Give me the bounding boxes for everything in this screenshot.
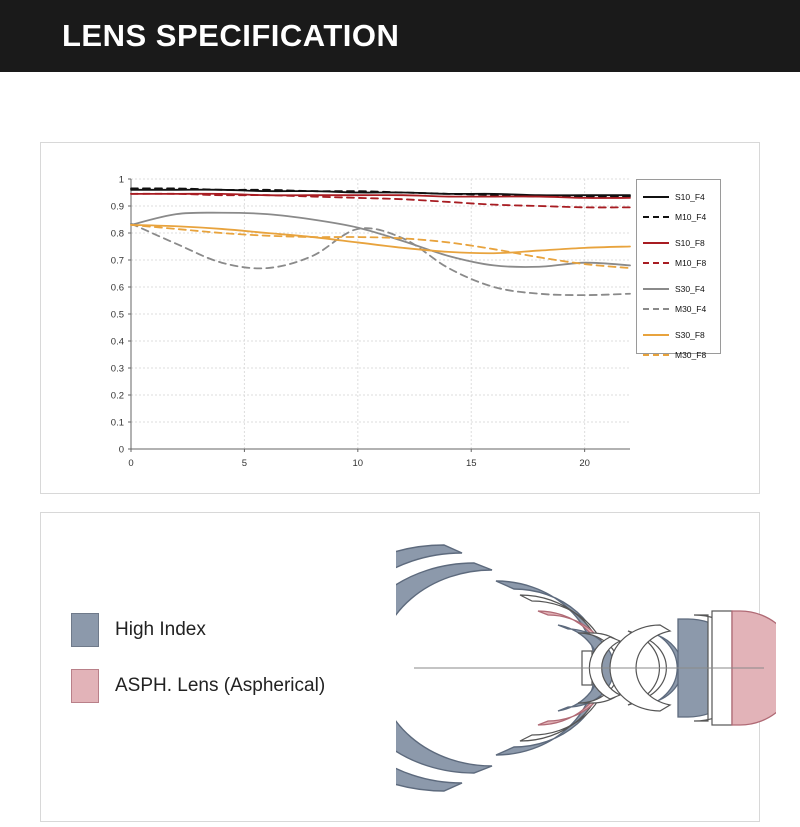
svg-text:15: 15 [465,458,477,469]
asph-swatch [71,669,99,703]
lens-diagram-panel [40,512,760,822]
legend-swatch [643,308,669,310]
svg-text:0.7: 0.7 [110,255,124,267]
svg-text:20: 20 [579,458,590,469]
series-s30_f4 [131,213,630,267]
legend-label: S10_F4 [675,192,705,202]
legend-swatch [643,242,669,244]
series-s30_f8 [131,225,630,253]
legend-swatch [643,196,669,198]
legend-item-asph [71,669,325,703]
svg-text:0.1: 0.1 [110,417,124,429]
svg-text:0.5: 0.5 [110,309,124,321]
legend-swatch [643,288,669,290]
svg-text:0.9: 0.9 [110,201,124,213]
svg-text:1: 1 [118,174,124,186]
legend-label: M30_F4 [675,304,707,314]
series-m30_f8 [131,225,630,268]
svg-text:0.3: 0.3 [110,363,124,375]
legend-swatch [643,216,669,218]
high-index-swatch [71,613,99,647]
svg-text:0.2: 0.2 [110,390,124,402]
lens-legend [71,613,325,725]
legend-swatch [643,354,669,356]
page-title: LENS SPECIFICATION [62,18,400,53]
legend-label: M10_F8 [675,258,707,268]
mtf-chart-panel [40,142,760,494]
legend-swatch [643,334,669,336]
svg-text:0.8: 0.8 [110,228,124,240]
legend-label: S10_F8 [675,238,705,248]
legend-item-m10_f8 [643,253,714,273]
svg-text:0.4: 0.4 [110,336,124,348]
legend-swatch [643,262,669,264]
legend-item-s30_f4 [643,279,714,299]
high-index-label: High Index [115,619,206,640]
svg-text:0.6: 0.6 [110,282,124,294]
svg-text:5: 5 [241,458,248,469]
svg-text:10: 10 [352,458,364,469]
legend-label: M10_F4 [675,212,707,222]
legend-label: M30_F8 [675,350,707,360]
legend-item-m10_f4 [643,207,714,227]
asph-label: ASPH. Lens (Aspherical) [115,675,326,696]
legend-label: S30_F8 [675,330,705,340]
lens-cross-section-svg [396,533,776,803]
legend-item-high-index [71,613,325,647]
lens-cross-section [396,533,776,808]
chart-legend [636,179,721,360]
svg-text:0: 0 [118,444,124,456]
legend-label: S30_F4 [675,284,705,294]
legend-item-m30_f8 [643,345,714,365]
legend-item-s10_f4 [643,187,714,207]
svg-text:0: 0 [128,458,134,469]
header-bar [0,0,800,72]
legend-item-s10_f8 [643,233,714,253]
legend-item-s30_f8 [643,325,714,345]
legend-item-m30_f4 [643,299,714,319]
